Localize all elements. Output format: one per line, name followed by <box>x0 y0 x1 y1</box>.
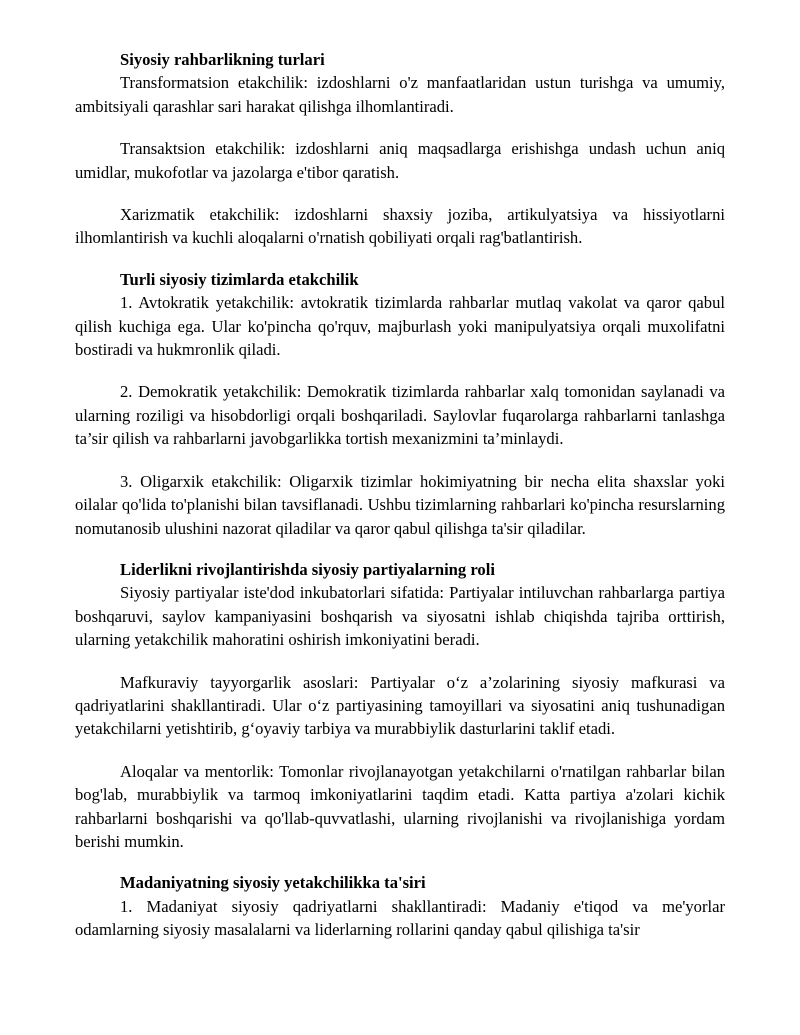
paragraph: Transformatsion etakchilik: izdoshlarni o'z manfaatlaridan ustun turishga va umumiy, ambitsiyali qarashlar sari harakat qilishga ilhomlantiradi. <box>75 73 725 116</box>
paragraph: 3. Oligarxik etakchilik: Oligarxik tizimlar hokimiyatning bir necha elita shaxslar yoki oilalar qo'lida to'planishi bilan tavsiflanadi. Ushbu tizimlarning rahbarlari ko'pincha resurslarning nomutanosib ulushini nazorat qiladilar va qaror qabul qilishga ta'sir qiladilar. <box>75 471 725 538</box>
section-culture-influence <box>75 871 725 941</box>
section-heading: Turli siyosiy tizimlarda etakchilik <box>120 269 359 289</box>
paragraph: 1. Avtokratik yetakchilik: avtokratik tizimlarda rahbarlar mutlaq vakolat va qaror qabul qilish kuchiga ega. Ular ko'pincha qo'rquv, majburlash yoki manipulyatsiya orqali muxolifatni bostiradi va hukmronlik qiladi. <box>75 293 725 360</box>
section-heading: Siyosiy rahbarlikning turlari <box>120 50 325 69</box>
paragraph: Mafkuraviy tayyorgarlik asoslari: Partiyalar o‘z a’zolarining siyosiy mafkurasi va qadriyatlarini shakllantiradi. Ular o‘z partiyasining tamoyillari va siyosatini aniq tushunadigan yetakchilarni yetishtirib, g‘oyaviy tarbiya va murabbiylik dasturlarini taklif etadi. <box>75 672 725 739</box>
paragraph: Transaktsion etakchilik: izdoshlarni aniq maqsadlarga erishishga undash uchun aniq umidlar, mukofotlar va jazolarga e'tibor qaratish. <box>75 139 725 182</box>
section-political-parties-role <box>75 558 725 853</box>
paragraph: Xarizmatik etakchilik: izdoshlarni shaxsiy joziba, artikulyatsiya va hissiyotlarni ilhomlantirish va kuchli aloqalarni o'rnatish qobiliyati orqali rag'batlantirish. <box>75 205 725 248</box>
paragraph: Siyosiy partiyalar iste'dod inkubatorlari sifatida: Partiyalar intiluvchan rahbarlarga partiya boshqaruvi, saylov kampaniyasini boshqarish va siyosatni ishlab chiqishda tajriba orttirish, ularning yetakchilik mahoratini oshirish imkoniyatini beradi. <box>75 583 725 650</box>
paragraph: Aloqalar va mentorlik: Tomonlar rivojlanayotgan yetakchilarni o'rnatilgan rahbarlar bilan bog'lab, murabbiylik va tarmoq imkoniyatlarini taqdim etadi. Katta partiya a'zolari kichik rahbarlarni boshqarishi va qo'llab-quvvatlashi, ularning rivojlanishi va rivojlanishiga yordam berishi mumkin. <box>75 761 725 851</box>
section-leadership-in-political-systems <box>75 268 725 540</box>
section-heading: Liderlikni rivojlantirishda siyosiy partiyalarning roli <box>120 559 495 579</box>
paragraph: 1. Madaniyat siyosiy qadriyatlarni shakllantiradi: Madaniy e'tiqod va me'yorlar odamlarning siyosiy masalalarni va liderlarning rollarini qanday qabul qilishiga ta'sir <box>75 896 725 940</box>
document-page <box>75 48 725 942</box>
paragraph: 2. Demokratik yetakchilik: Demokratik tizimlarda rahbarlar xalq tomonidan saylanadi va ularning roziligi va hisobdorligi orqali boshqariladi. Saylovlar fuqarolarga rahbarlarni tanlashga ta’sir qilish va rahbarlarni javobgarlikka tortish mexanizmini ta’minlaydi. <box>75 382 725 449</box>
section-leadership-types <box>75 48 725 250</box>
section-heading: Madaniyatning siyosiy yetakchilikka ta'siri <box>120 873 426 893</box>
